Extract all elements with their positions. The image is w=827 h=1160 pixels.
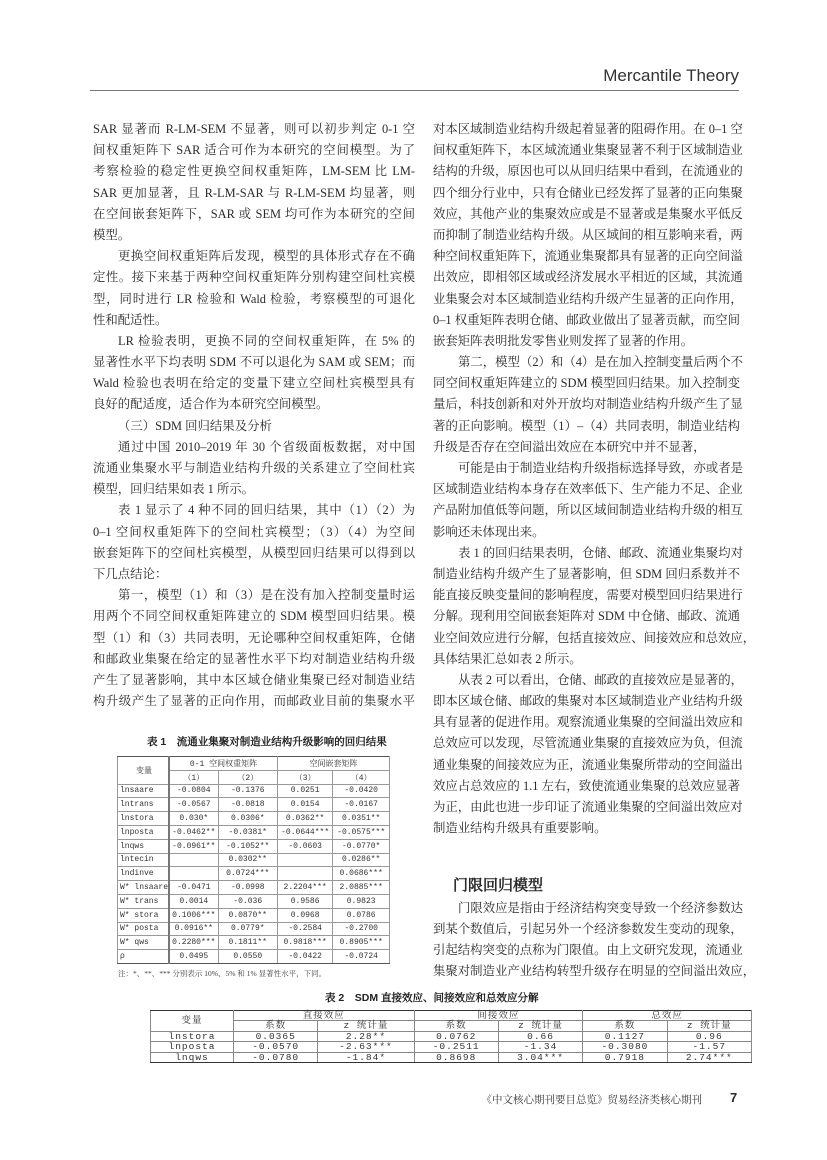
row-label: lntecin (118, 853, 170, 867)
journal-note: 《中文核心期刊要目总览》贸易经济类核心期刊 (481, 1094, 702, 1106)
table-cell: 0.0762 (414, 1031, 498, 1041)
column-header-model: （2） (218, 770, 277, 784)
table-row (118, 936, 390, 950)
table-cell: -0.0603 (277, 839, 332, 853)
table-row (118, 894, 390, 908)
table-cell: 0.7918 (583, 1052, 667, 1062)
paragraph (433, 119, 743, 352)
paragraph (93, 585, 415, 712)
text-line: 业集聚会对本区域制造业结构升级产生显著的正向作用， (433, 291, 743, 306)
page-number: 7 (730, 1090, 738, 1105)
text-line: 嵌套矩阵表明批发零售业则发挥了显著的作用。 (433, 333, 694, 348)
row-label: W* stora (118, 908, 170, 922)
text-line: 表 1 的回归结果表明，仓储、邮政、流通业集聚均对 (458, 545, 743, 560)
column-subheader: 系数 (234, 1021, 318, 1031)
table-cell: -0.0420 (333, 784, 390, 798)
text-line: 为正，由此也进一步印证了流通业集聚的空间溢出效应对 (433, 800, 743, 814)
table-cell: -1.57 (667, 1042, 751, 1052)
text-line: 分解。现利用空间嵌套矩阵对 SDM 中仓储、邮政、流通 (433, 609, 740, 624)
table-cell: 2.2204*** (277, 881, 332, 895)
table-cell: -0.3080 (583, 1042, 667, 1052)
table-row (151, 1042, 752, 1052)
table-cell: 0.0365 (234, 1031, 318, 1041)
row-label: lntrans (118, 798, 170, 812)
text-line: 产生了显著影响，其中本区域仓储业集聚已经对制造业结 (93, 672, 415, 687)
text-line: 能直接反映变量间的影响程度，需要对模型回归结果进行 (433, 588, 743, 603)
table-cell: -0.1052** (218, 839, 277, 853)
paragraph (433, 352, 743, 458)
text-line: 更换空间权重矩阵后发现，模型的具体形式存在不确 (118, 249, 415, 264)
table-cell: 0.0550 (218, 950, 277, 964)
row-label: lnstora (118, 812, 170, 826)
table-cell: 0.0786 (333, 908, 390, 922)
table-cell: -1.84* (318, 1052, 414, 1062)
table-cell: 0.0362** (277, 812, 332, 826)
table-cell: -0.1376 (218, 784, 277, 798)
text-line: 门限效应是指由于经济结构突变导致一个经济参数达 (458, 900, 743, 915)
table-cell (277, 867, 332, 881)
table-cell: 0.9586 (277, 894, 332, 908)
table-cell: 0.0302** (218, 853, 277, 867)
text-line: 型，同时进行 LR 检验和 Wald 检验，考察模型的可退化 (93, 291, 415, 306)
text-line: 升级是否存在空间溢出效应在本研究中并不显著， (433, 439, 706, 454)
table-cell: 0.0014 (169, 894, 218, 908)
column-header-variable: 变量 (118, 757, 170, 785)
row-label: lnposta (118, 825, 170, 839)
column-header-model: （1） (169, 770, 218, 784)
text-line: 到某个数值后，引起另外一个经济参数发生变动的现象， (433, 921, 743, 936)
table-row (118, 922, 390, 936)
column-subheader: 系数 (414, 1021, 498, 1031)
text-line: 区域制造业结构本身存在效率低下、生产能力不足、企业 (433, 482, 743, 497)
column-group-header: 总效应 (583, 1011, 752, 1021)
paragraph (433, 898, 756, 983)
text-line: 业空间效应进行分解，包括直接效应、间接效应和总效应， (433, 630, 756, 645)
table-cell: 0.1006*** (169, 908, 218, 922)
section-heading: 门限回归模型 (453, 877, 544, 895)
table-cell (169, 867, 218, 881)
table-row (118, 839, 390, 853)
table-cell: 2.74*** (667, 1052, 751, 1062)
table-cell: 2.0885*** (333, 881, 390, 895)
table-cell: 0.0286** (333, 853, 390, 867)
table-cell: -0.0961** (169, 839, 218, 853)
text-line: 表 1 显示了 4 种不同的回归结果，其中（1）（2）为 (118, 503, 415, 518)
text-line: 模型。 (93, 227, 131, 242)
text-line: 同空间权重矩阵建立的 SDM 模型回归结果。加入控制变 (433, 376, 740, 391)
paragraph (93, 331, 415, 416)
table-cell: -0.036 (218, 894, 277, 908)
text-line: 从表 2 可以看出，仓储、邮政的直接效应是显著的， (458, 672, 743, 687)
paragraph (433, 670, 743, 840)
table-cell: 0.030* (169, 812, 218, 826)
text-line: 产品附加值低等问题，所以区域间制造业结构升级的相互 (433, 503, 743, 518)
table-cell: 0.9818*** (277, 936, 332, 950)
text-line: 通过中国 2010–2019 年 30 个省级面板数据，对中国 (118, 439, 415, 454)
text-line: 著的正向影响。模型（1）–（4）共同表明，制造业结构 (433, 418, 740, 433)
text-line: SAR 显著而 R-LM-SEM 不显著，则可以初步判定 0-1 空 (93, 122, 415, 136)
row-label: ρ (118, 950, 170, 964)
table1-note: 注：*、**、*** 分别表示 10%、5% 和 1% 显著性水平，下同。 (118, 969, 327, 978)
table-cell: 0.0306* (218, 812, 277, 826)
table-row (118, 812, 390, 826)
table-cell: 0.0154 (277, 798, 332, 812)
table-cell: 0.0968 (277, 908, 332, 922)
column-group-header: 空间嵌套矩阵 (277, 757, 389, 771)
table-cell: 0.66 (498, 1031, 582, 1041)
text-line: 考察检验的稳定性更换空间权重矩阵，LM-SEM 比 LM- (93, 164, 415, 179)
text-line: 即本区域仓储、邮政的集聚对本区域制造业产业结构升级 (433, 694, 743, 709)
text-line: 和邮政业集聚在给定的显著性水平下均对制造业结构升级 (93, 651, 415, 666)
right-column (433, 119, 756, 982)
text-line: 量后，科技创新和对外开放均对制造业结构升级产生了显 (433, 397, 743, 412)
text-line: 集聚对制造业产业结构转型升级存在明显的空间溢出效应， (433, 964, 756, 979)
table-cell: 0.1811** (218, 936, 277, 950)
column-subheader: z 统计量 (498, 1021, 582, 1031)
text-line: 效应，其他产业的集聚效应或是不显著或是集聚水平低反 (433, 206, 743, 221)
table-row (118, 784, 390, 798)
column-group-header: 间接效应 (414, 1011, 583, 1021)
table-cell: -0.0570 (234, 1042, 318, 1052)
table-cell: -0.0471 (169, 881, 218, 895)
table-cell (277, 853, 332, 867)
text-line: 第二，模型（2）和（4）是在加入控制变量后两个不 (458, 355, 743, 370)
table-row (151, 1052, 752, 1062)
row-label: lnposta (151, 1042, 234, 1052)
left-column (93, 119, 415, 712)
table-row (118, 853, 390, 867)
table-header-row (118, 757, 390, 771)
text-line: Wald 检验也表明在给定的变量下建立空间杜宾模型具有 (93, 376, 415, 391)
text-line: 模型，回归结果如表 1 所示。 (93, 482, 255, 497)
table-cell: 3.04*** (498, 1052, 582, 1062)
table-cell: -0.0644*** (277, 825, 332, 839)
column-group-header: 0-1 空间权重矩阵 (169, 757, 277, 771)
text-line: 影响还未体现出来。 (433, 524, 545, 539)
table-cell: -0.0575*** (333, 825, 390, 839)
table-cell: -0.0770* (333, 839, 390, 853)
column-header-model: （3） (277, 770, 332, 784)
table1-caption: 表 1 流通业集聚对制造业结构升级影响的回归结果 (147, 736, 387, 748)
text-line: 四个细分行业中，只有仓储业已经发挥了显著的正向集聚 (433, 185, 743, 200)
table-cell: 2.28** (318, 1031, 414, 1041)
text-line: 流通业集聚水平与制造业结构升级的关系建立了空间杜宾 (93, 461, 415, 476)
table-cell: 0.0251 (277, 784, 332, 798)
text-line: 良好的配适度，适合作为本研究空间模型。 (93, 397, 329, 412)
text-line: 具体结果汇总如表 2 所示。 (433, 651, 582, 666)
table-cell: -0.0381* (218, 825, 277, 839)
running-title: Mercantile Theory (603, 66, 739, 85)
paragraph (93, 246, 415, 331)
table-cell: 0.8905*** (333, 936, 390, 950)
table-row (118, 908, 390, 922)
table-cell: 0.96 (667, 1031, 751, 1041)
table-cell: -0.2511 (414, 1042, 498, 1052)
table-cell: -0.0422 (277, 950, 332, 964)
table-row (151, 1031, 752, 1041)
table-row (118, 950, 390, 964)
table-cell: -0.0567 (169, 798, 218, 812)
table-cell: 0.9823 (333, 894, 390, 908)
text-line: 出效应，即相邻区域或经济发展水平相近的区域，其流通 (433, 270, 743, 285)
row-label: lnqws (151, 1052, 234, 1062)
table-cell: -0.2584 (277, 922, 332, 936)
text-line: 性和配适性。 (93, 312, 168, 327)
table-header-row (151, 1021, 752, 1031)
table-cell: -0.0167 (333, 798, 390, 812)
text-line: 引起结构突变的点称为门限值。由上文研究发现，流通业 (433, 942, 743, 957)
section-subheading: （三）SDM 回归结果及分析 (118, 418, 272, 433)
column-subheader: z 统计量 (667, 1021, 751, 1031)
text-line: 用两个不同空间权重矩阵建立的 SDM 模型回归结果。模 (93, 609, 415, 624)
paragraph (93, 437, 415, 501)
text-line: SAR 更加显著，且 R-LM-SAR 与 R-LM-SEM 均显著，则 (93, 185, 415, 200)
paragraph (433, 543, 756, 670)
text-line: 间权重矩阵下，本区域流通业集聚显著不利于区域制造业 (433, 143, 743, 158)
row-label: W* trans (118, 894, 170, 908)
column-header-model: （4） (333, 770, 390, 784)
text-line: LR 检验表明，更换不同的空间权重矩阵，在 5% 的 (118, 333, 415, 348)
table2-effect-decomposition (150, 1010, 752, 1063)
table2-caption: 表 2 SDM 直接效应、间接效应和总效应分解 (325, 992, 539, 1004)
table-row (118, 867, 390, 881)
column-subheader: z 统计量 (318, 1021, 414, 1031)
table-cell: -0.0818 (218, 798, 277, 812)
row-label: W* lnsaare (118, 881, 170, 895)
table-cell: -0.0998 (218, 881, 277, 895)
text-line: 通业集聚的间接效应为正，流通业集聚所带动的空间溢出 (433, 757, 743, 772)
paragraph (433, 458, 743, 543)
table-cell: 0.0870** (218, 908, 277, 922)
table-cell: -1.34 (498, 1042, 582, 1052)
column-subheader: 系数 (583, 1021, 667, 1031)
table-row (118, 798, 390, 812)
row-label: W* qws (118, 936, 170, 950)
row-label: lndinve (118, 867, 170, 881)
row-label: lnqws (118, 839, 170, 853)
table-cell: 0.0495 (169, 950, 218, 964)
table-cell: -0.0462** (169, 825, 218, 839)
text-line: 而抑制了制造业结构升级。从区域间的相互影响来看，两 (433, 227, 743, 242)
header-rule (90, 90, 739, 91)
column-header-variable: 变量 (151, 1011, 234, 1032)
row-label: lnstora (151, 1031, 234, 1041)
text-line: 显著性水平下均表明 SDM 不可以退化为 SAM 或 SEM；而 (93, 355, 415, 370)
table-cell: 0.2280*** (169, 936, 218, 950)
text-line: 定性。接下来基于两种空间权重矩阵分别构建空间杜宾模 (93, 270, 415, 285)
table-cell: -0.2700 (333, 922, 390, 936)
table-cell: 0.0916** (169, 922, 218, 936)
text-line: 嵌套矩阵下的空间杜宾模型，从模型回归结果可以得到以 (93, 545, 415, 560)
column-group-header: 直接效应 (234, 1011, 415, 1021)
table-cell: 0.0779* (218, 922, 277, 936)
table-row (118, 825, 390, 839)
text-line: 0–1 权重矩阵表明仓储、邮政业做出了显著贡献，而空间 (433, 312, 740, 327)
text-line: 总效应可以发现，尽管流通业集聚的直接效应为负，但流 (433, 736, 743, 751)
table-cell (169, 853, 218, 867)
text-line: 下几点结论： (93, 566, 168, 581)
table-cell: 0.8698 (414, 1052, 498, 1062)
text-line: 可能是由于制造业结构升级指标选择导致，亦或者是 (458, 461, 743, 475)
text-line: 具有显著的促进作用。观察流通业集聚的空间溢出效应和 (433, 715, 743, 730)
text-line: 结构的升级，原因也可以从回归结果中看到，在流通业的 (433, 164, 743, 179)
table-cell: -2.63*** (318, 1042, 414, 1052)
table-cell: 0.0686*** (333, 867, 390, 881)
table1-regression-results (117, 756, 390, 964)
paragraph (93, 500, 415, 585)
text-line: 0–1 空间权重矩阵下的空间杜宾模型；（3）（4）为空间 (93, 524, 415, 539)
text-line: 构升级产生了显著的正向作用，而邮政业目前的集聚水平 (93, 694, 415, 709)
row-label: lnsaare (118, 784, 170, 798)
table-cell: -0.0724 (333, 950, 390, 964)
text-line: 对本区域制造业结构升级起着显著的阻碍作用。在 0–1 空 (433, 122, 743, 136)
text-line: 制造业结构升级具有重要影响。 (433, 821, 607, 836)
table-cell: -0.0804 (169, 784, 218, 798)
text-line: 在空间嵌套矩阵下，SAR 或 SEM 均可作为本研究的空间 (93, 206, 415, 221)
row-label: W* posta (118, 922, 170, 936)
text-line: 型（1）和（3）共同表明，无论哪种空间权重矩阵，仓储 (93, 630, 415, 645)
text-line: 种空间权重矩阵下，流通业集聚都具有显著的正向空间溢 (433, 249, 743, 264)
table-cell: 0.0724*** (218, 867, 277, 881)
text-line: 制造业结构升级产生了显著影响，但 SDM 回归系数并不 (433, 566, 740, 581)
table-row (118, 881, 390, 895)
text-line: 间权重矩阵下 SAR 适合可作为本研究的空间模型。为了 (93, 143, 415, 158)
paragraph (93, 119, 415, 246)
text-line: 第一，模型（1）和（3）是在没有加入控制变量时运 (118, 588, 415, 603)
table-cell: 0.1127 (583, 1031, 667, 1041)
text-line: 效应占总效应的 1.1 左右，致使流通业集聚的总效应显著 (433, 778, 740, 793)
table-cell: 0.0351** (333, 812, 390, 826)
table-cell: -0.0780 (234, 1052, 318, 1062)
